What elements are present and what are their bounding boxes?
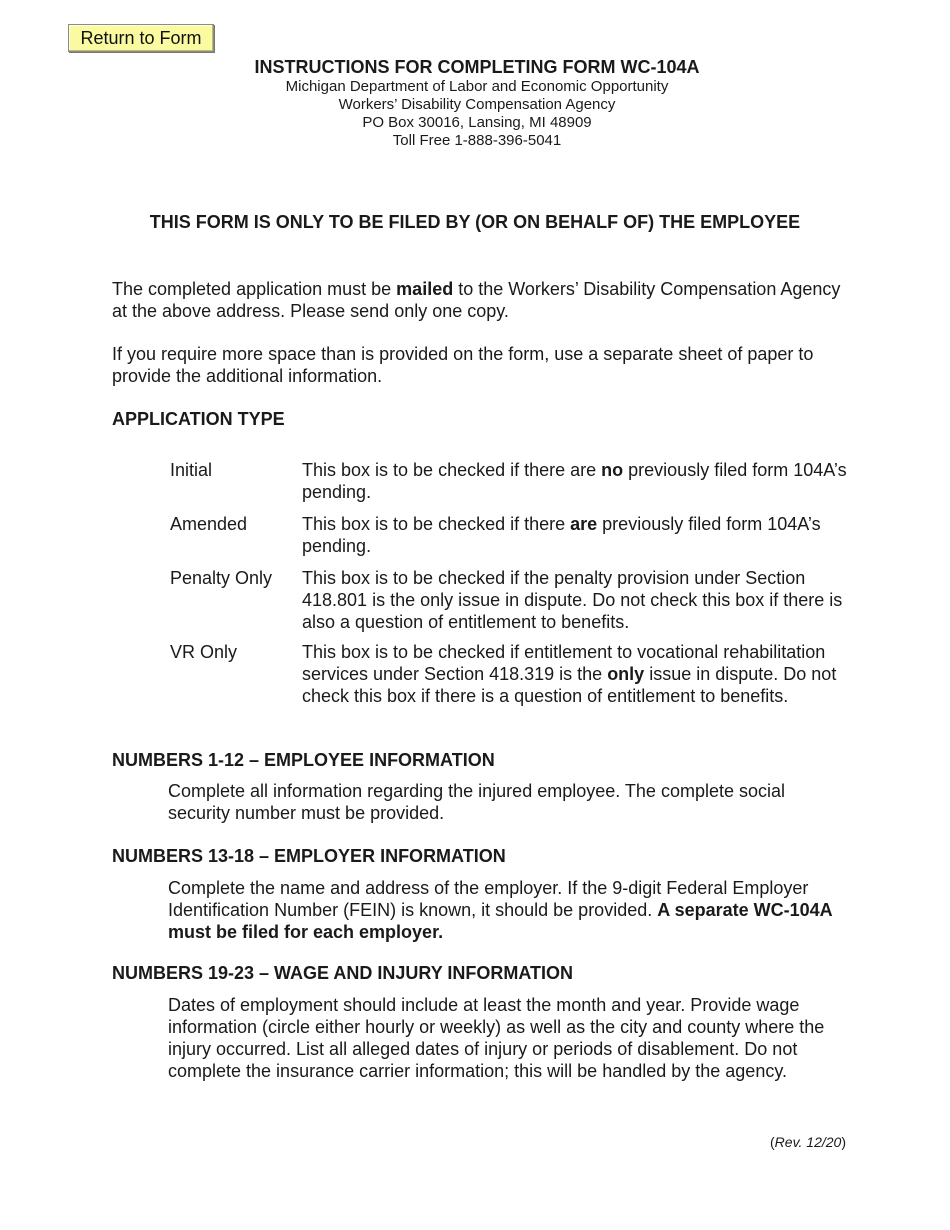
- type-description: This box is to be checked if the penalty provision under Section 418.801 is the only issue in dispute. Do not check this box if there is also a question of entitlement to benefits.: [302, 568, 843, 632]
- document-header: [0, 56, 950, 150]
- employer-info-text: Complete the name and address of the employer. If the 9-digit Federal Employer Identification Number (FEIN) is known, it should be provided. A separate WC-104A must be filed for each employer.: [168, 878, 832, 942]
- employer-info-heading: NUMBERS 13-18 – EMPLOYER INFORMATION: [112, 846, 506, 866]
- employee-info-heading: NUMBERS 1-12 – EMPLOYEE INFORMATION: [112, 750, 495, 770]
- return-to-form-button[interactable]: Return to Form: [68, 24, 214, 52]
- type-term: Initial: [170, 460, 213, 480]
- department-name: Michigan Department of Labor and Economic Opportunity: [285, 78, 669, 95]
- intro-paragraph-mailing: [112, 278, 852, 322]
- agency-phone: Toll Free 1-888-396-5041: [392, 132, 562, 149]
- type-description: This box is to be checked if there are no previously filed form 104A’s pending.: [302, 460, 847, 502]
- agency-name: Workers’ Disability Compensation Agency: [338, 96, 616, 113]
- wage-info-text: Dates of employment should include at least the month and year. Provide wage information (circle either hourly or weekly) as well as the city and county where the injury occurred. List all alleged dates of injury or periods of disablement. Do not complete the insurance carrier information; this will be handled by the agency.: [168, 995, 825, 1081]
- filing-notice: THIS FORM IS ONLY TO BE FILED BY (OR ON BEHALF OF) THE EMPLOYEE: [149, 212, 801, 232]
- revision-label: (Rev. 12/20): [770, 1134, 847, 1150]
- intro-emphasis: mailed: [396, 279, 454, 299]
- intro-text: to the Workers’ Disability Compensation Agency at the above address. Please send only one copy.: [112, 279, 841, 321]
- document-title: INSTRUCTIONS FOR COMPLETING FORM WC-104A: [254, 57, 700, 77]
- type-term: Amended: [170, 514, 248, 534]
- type-description: This box is to be checked if there are previously filed form 104A’s pending.: [302, 514, 821, 556]
- type-term: VR Only: [170, 642, 238, 662]
- type-description: This box is to be checked if entitlement to vocational rehabilitation services under Section 418.319 is the only issue in dispute. Do not check this box if there is a question of entitlement to benefits.: [302, 642, 837, 706]
- type-term: Penalty Only: [170, 568, 273, 588]
- intro-text: The completed application must be: [112, 279, 397, 299]
- intro-paragraph-space: If you require more space than is provided on the form, use a separate sheet of paper to provide the additional information.: [112, 344, 814, 386]
- wage-info-heading: NUMBERS 19-23 – WAGE AND INJURY INFORMATION: [112, 963, 574, 983]
- application-type-heading: APPLICATION TYPE: [112, 409, 285, 429]
- agency-address: PO Box 30016, Lansing, MI 48909: [362, 114, 592, 131]
- employee-info-text: Complete all information regarding the injured employee. The complete social security number must be provided.: [168, 781, 786, 823]
